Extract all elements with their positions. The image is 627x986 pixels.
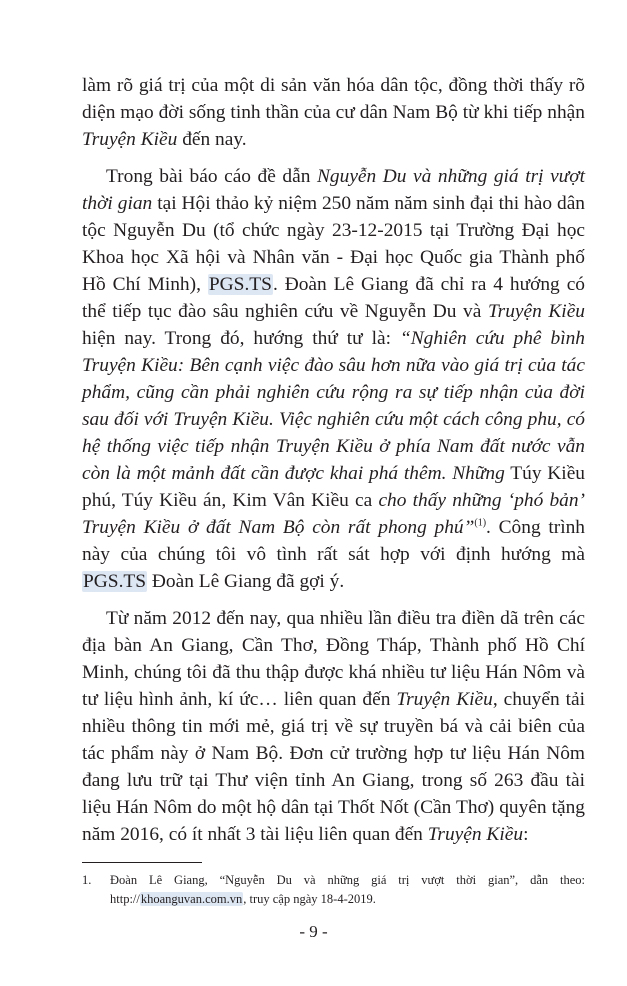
footnote-number: 1. <box>82 873 92 887</box>
footnote-url-link[interactable]: khoanguvan.com.vn <box>140 892 243 906</box>
footnote <box>82 871 585 909</box>
footnote-text: Đoàn Lê Giang, “Nguyễn Du và những giá trị vượt thời gian”, dẫn theo: http://khoanguvan.com.vn, truy cập ngày 18-4-2019. <box>110 873 585 906</box>
paragraph-2: Trong bài báo cáo đề dẫn Nguyễn Du và những giá trị vượt thời gian tại Hội thảo kỷ niệm 250 năm năm sinh đại thi hào dân tộc Nguyễn Du (tổ chức ngày 23-12-2015 tại Trường Đại học Khoa học Xã hội và Nhân văn - Đại học Quốc gia Thành phố Hồ Chí Minh), PGS.TS. Đoàn Lê Giang đã chỉ ra 4 hướng có thể tiếp tục đào sâu nghiên cứu về Nguyễn Du và Truyện Kiều hiện nay. Trong đó, hướng thứ tư là: “Nghiên cứu phê bình Truyện Kiều: Bên cạnh việc đào sâu hơn nữa vào giá trị của tác phẩm, cũng cần phải nghiên cứu rộng ra sự tiếp nhận của đời sau đối với Truyện Kiều. Việc nghiên cứu một cách công phu, có hệ thống việc tiếp nhận Truyện Kiều ở phía Nam đất nước vẫn còn là một mảnh đất cần được khai phá thêm. Những Túy Kiều phú, Túy Kiều án, Kim Vân Kiều ca cho thấy những ‘phó bản’ Truyện Kiều ở đất Nam Bộ còn rất phong phú”$^{(1)}$. Công trình này của chúng tôi vô tình rất sát hợp với định hướng mà PGS.TS Đoàn Lê Giang đã gợi ý. <box>82 166 586 592</box>
footnote-reference[interactable]: (1) <box>474 517 487 529</box>
paragraph-3: Từ năm 2012 đến nay, qua nhiều lần điều tra điền dã trên các địa bàn An Giang, Cần Thơ, Đồng Tháp, Thành phố Hồ Chí Minh, chúng tôi đã thu thập được khá nhiều tư liệu Hán Nôm và tư liệu hình ảnh, kí ức… liên quan đến Truyện Kiều, chuyển tải nhiều thông tin mới mẻ, giá trị về sự truyền bá và cải biên của tác phẩm này ở Nam Bộ. Đơn cử trường hợp tư liệu Hán Nôm đang lưu trữ tại Thư viện tỉnh An Giang, trong số 263 đầu tài liệu Hán Nôm do một hộ dân tại Thốt Nốt (Cần Thơ) quyên tặng năm 2016, có ít nhất 3 tài liệu liên quan đến Truyện Kiều: <box>82 608 586 845</box>
quotation: “Nghiên cứu phê bình Truyện Kiều: Bên cạnh việc đào sâu hơn nữa vào giá trị của tác phẩm, cũng cần phải nghiên cứu rộng ra sự tiếp nhận của đời sau đối với Truyện Kiều. Việc nghiên cứu một cách công phu, có hệ thống việc tiếp nhận Truyện Kiều ở phía Nam đất nước vẫn còn là một mảnh đất cần được khai phá thêm. Những <box>82 328 585 484</box>
page-number: - 9 - <box>299 922 328 941</box>
page-body <box>82 72 585 909</box>
footnote-divider <box>82 862 202 863</box>
pgs-ts-link-2[interactable]: PGS.TS <box>83 571 147 592</box>
pgs-ts-link[interactable]: PGS.TS <box>208 274 272 295</box>
paragraph-1: làm rõ giá trị của một di sản văn hóa dân tộc, đồng thời thấy rõ diện mạo đời sống tinh thần của cư dân Nam Bộ từ khi tiếp nhận Truyện Kiều đến nay. <box>82 75 585 150</box>
